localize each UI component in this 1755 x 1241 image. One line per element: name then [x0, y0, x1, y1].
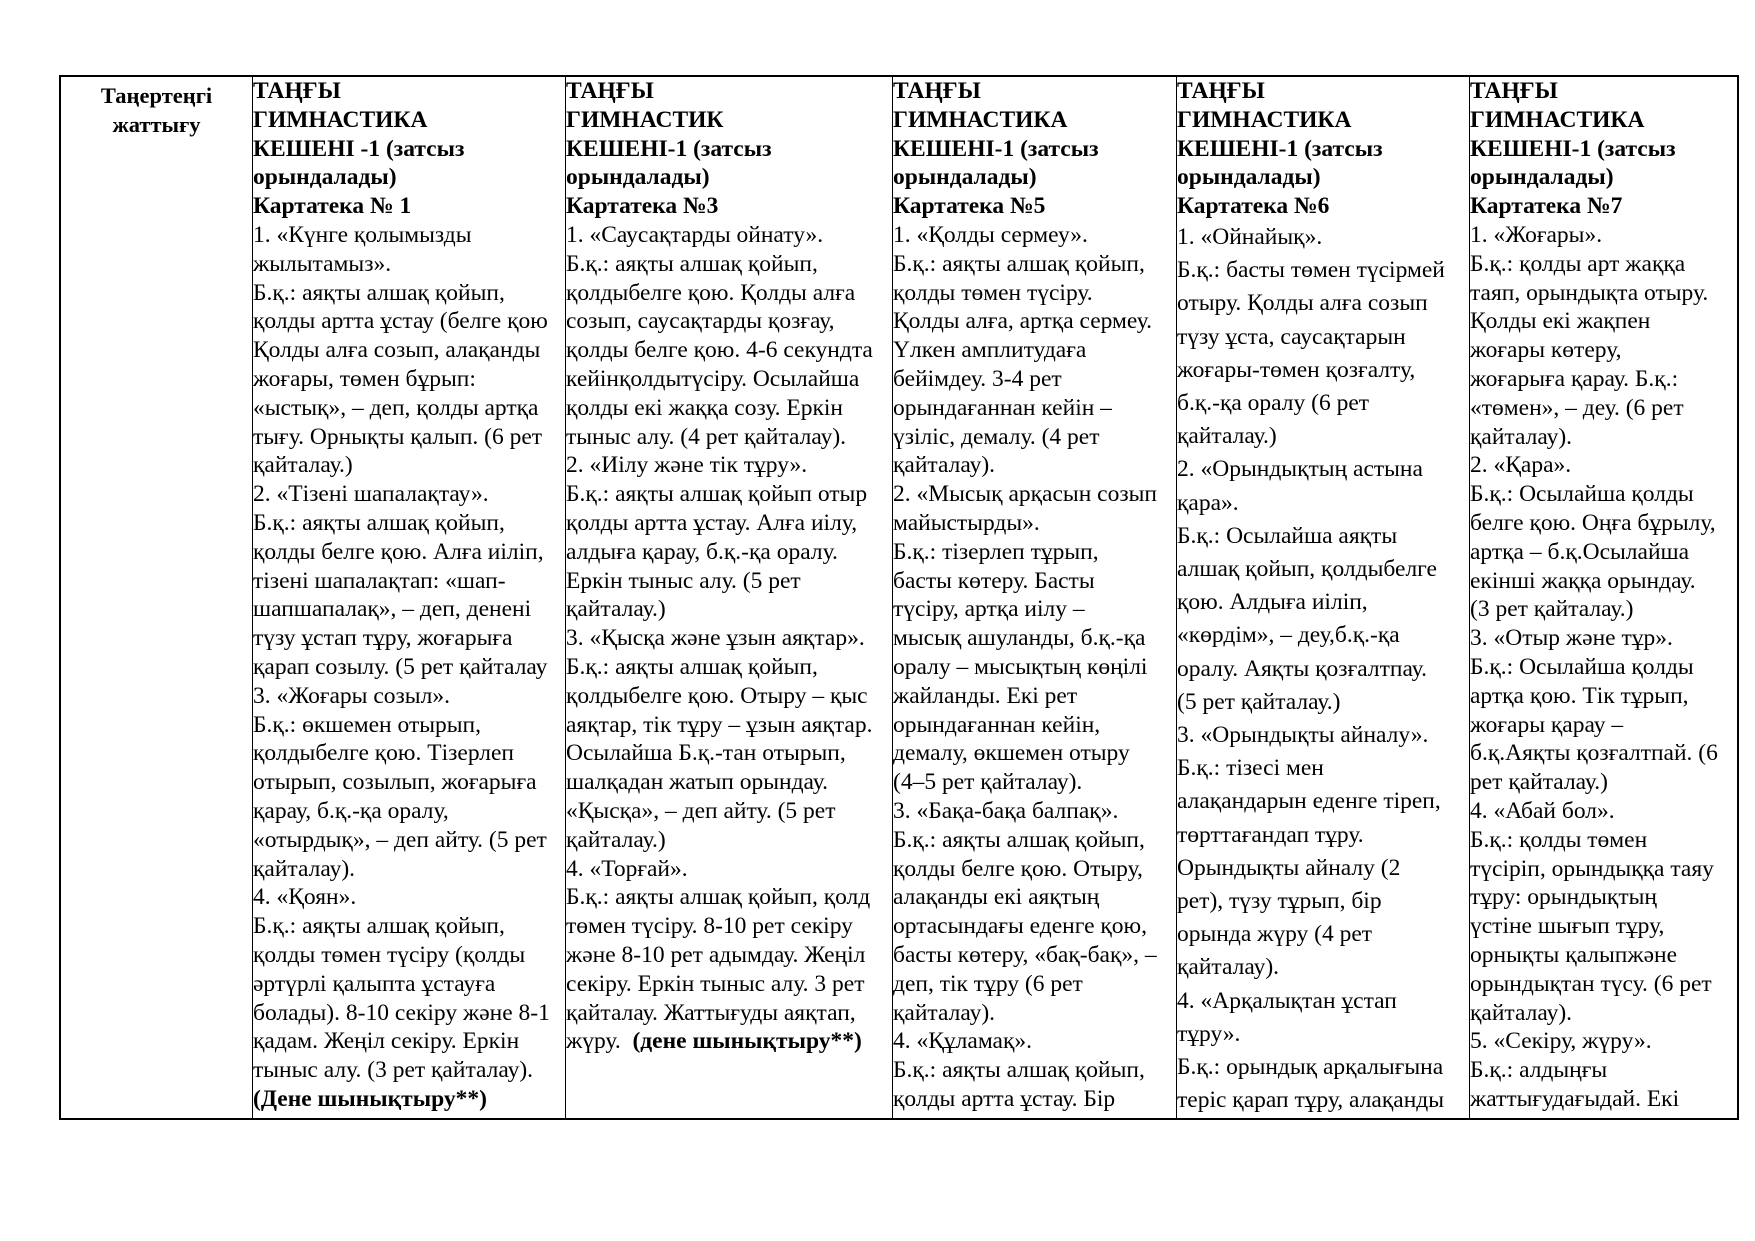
- column-header-line: ТАҢҒЫ: [1177, 78, 1265, 104]
- exercise-text-line: Б.қ.: тізесі мен: [1177, 755, 1324, 782]
- exercise-text-line: 3. «Орындықты айналу».: [1177, 722, 1429, 749]
- exercise-text-line: артқа – б.қ.Осылайша: [1470, 538, 1690, 565]
- exercise-text-line: Қолды алға созып, алақанды: [253, 337, 541, 364]
- exercise-text-line: (3 рет қайталау.): [1470, 596, 1634, 623]
- exercise-text-line: жоғары қарау –: [1470, 711, 1624, 738]
- exercise-text-line: 4. «Құламақ».: [893, 1028, 1033, 1055]
- exercise-text-line: Б.қ.: аяқты алшақ қойып,: [566, 250, 818, 277]
- exercise-text-line: алақанды екі аяқтың: [893, 884, 1100, 911]
- exercise-text-line: Б.қ.: басты төмен түсірмей: [1177, 257, 1445, 284]
- exercise-text-line: Б.қ.: аяқты алшақ қойып,: [893, 1057, 1145, 1084]
- exercise-text-line: Б.қ.: тізерлеп тұрып,: [893, 538, 1099, 565]
- exercise-text-line: кейінқолдытүсіру. Осылайша: [566, 365, 860, 392]
- exercise-text-line: Б.қ.: аяқты алшақ қойып,: [893, 826, 1145, 853]
- exercise-text-line: түсіріп, орындыққа таяу: [1470, 855, 1714, 882]
- exercise-text-line: қарау, б.қ.-қа оралу,: [253, 797, 449, 824]
- exercise-text-line: қайталау).: [1470, 999, 1573, 1026]
- exercise-text-line: қайталау).: [1470, 423, 1573, 450]
- subject-note: (дене шынықтыру**): [632, 1028, 862, 1055]
- exercise-text-line: Б.қ.: аяқты алшақ қойып, қолд: [566, 884, 871, 911]
- exercise-table: [59, 75, 1739, 1120]
- exercise-text-line: белге қою. Оңға бұрылу,: [1470, 509, 1716, 536]
- exercise-text-line: Б.қ.: аяқты алшақ қойып отыр: [566, 481, 868, 508]
- exercise-text-line: жоғары, төмен бұрып:: [253, 365, 476, 392]
- exercise-text-line: қолды төмен түсіру.: [893, 279, 1093, 306]
- exercise-text-line: қолдыбелге қою. Отыру – қыс: [566, 682, 868, 709]
- exercise-text-line: рет), түзу тұрып, бір: [1177, 888, 1382, 915]
- column-complex-7: [1469, 77, 1737, 1118]
- exercise-text-line: қайталау).: [893, 999, 996, 1026]
- exercise-text-line: 2. «Тізені шапалақтау».: [253, 481, 489, 508]
- exercise-text-line: жоғары-төмен қозғалту,: [1177, 356, 1416, 383]
- exercise-text-line: ортасындағы еденге қою,: [893, 913, 1147, 940]
- column-header-line: орындалады): [893, 164, 1037, 191]
- exercise-text-line: жаттығудағыдай. Екі: [1470, 1085, 1680, 1112]
- exercise-text-line: оралу – мысықтың көңілі: [893, 653, 1148, 680]
- exercise-text-line: жылытамыз».: [253, 250, 392, 277]
- exercise-text-line: қарап созылу. (5 рет қайталау: [253, 653, 548, 680]
- exercise-text-line: қолды артта ұстау. Алға иілу,: [566, 509, 858, 536]
- exercise-text-line: орындағаннан кейін –: [893, 394, 1112, 421]
- exercise-text-line: алдыға қарау, б.қ.-қа оралу.: [566, 538, 838, 565]
- row-label-line: Таңертеңгі: [100, 83, 213, 108]
- exercise-text-line: теріс қарап тұру, алақанды: [1177, 1087, 1445, 1114]
- exercise-text-line: және 8-10 рет адымдау. Жеңіл: [566, 941, 866, 968]
- exercise-text-line: қайталау.): [253, 452, 353, 479]
- exercise-text-line: деп, тік тұру (6 рет: [893, 970, 1083, 997]
- column-header-line: Картатека № 1: [253, 193, 412, 220]
- column-header-line: ГИМНАСТИК: [566, 106, 724, 133]
- column-header-line: ГИМНАСТИКА: [1470, 106, 1645, 133]
- exercise-text-line: қолды белге қою. 4-6 секундта: [566, 337, 873, 364]
- exercise-text-line: қолды белге қою. Отыру,: [893, 855, 1143, 882]
- exercise-text-fragment: жүру.: [566, 1028, 633, 1055]
- exercise-text-line: қою. Алдыға иіліп,: [1177, 589, 1368, 616]
- exercise-text-line: шалқадан жатып орындау.: [566, 769, 829, 796]
- exercise-text-line: Еркін тыныс алу. (5 рет: [566, 567, 801, 594]
- exercise-text-line: бейімдеу. 3-4 рет: [893, 365, 1062, 392]
- column-header-line: орындалады): [1177, 164, 1321, 191]
- exercise-text-line: 2. «Мысық арқасын созып: [893, 481, 1157, 508]
- column-header-line: КЕШЕНІ-1 (затсыз: [1470, 135, 1676, 162]
- exercise-text-line: қолдыбелге қою. Қолды алға: [566, 279, 856, 306]
- exercise-text-line: қайталау.): [566, 826, 666, 853]
- exercise-text-line: б.қ.-қа оралу (6 рет: [1177, 390, 1370, 416]
- exercise-text-line: 1. «Саусақтарды ойнату».: [566, 221, 824, 248]
- exercise-text-line: жоғары көтеру,: [1470, 337, 1622, 364]
- exercise-text-line: үстіне шығып тұру,: [1470, 913, 1665, 940]
- exercise-text-line: 2. «Орындықтың астына: [1177, 456, 1423, 483]
- exercise-text-line: 4. «Арқалықтан ұстап: [1177, 987, 1397, 1014]
- exercise-text-line: «ыстық», – деп, қолды артқа: [253, 394, 539, 421]
- exercise-text-line: 3. «Жоғары созыл».: [253, 682, 450, 709]
- exercise-text-line: Б.қ.: Осылайша аяқты: [1177, 522, 1398, 549]
- exercise-text-line: тыныс алу. (3 рет қайталау).: [253, 1057, 534, 1084]
- exercise-text-line: Б.қ.: өкшемен отырып,: [253, 711, 482, 738]
- exercise-text-line: Қолды алға, артқа сермеу.: [893, 308, 1153, 335]
- exercise-text-line: қолды артта ұстау. Бір: [893, 1085, 1116, 1112]
- exercise-text-line: (5 рет қайталау.): [1177, 688, 1341, 715]
- column-header-line: ТАҢҒЫ: [1470, 78, 1558, 104]
- exercise-text-line: түзу ұстап тұру, жоғарыға: [253, 625, 513, 652]
- exercise-text-line: алшақ қойып, қолдыбелге: [1177, 556, 1437, 583]
- column-header-line: Картатека №3: [566, 193, 719, 220]
- exercise-text-line: аяқтар, тік тұру – ұзын аяқтар.: [566, 711, 873, 738]
- exercise-text-line: қолды белге қою. Алға иіліп,: [253, 538, 544, 565]
- exercise-text-line: қолды артта ұстау (белге қою: [253, 308, 548, 335]
- exercise-text-line: (4–5 рет қайталау).: [893, 769, 1083, 796]
- exercise-text-line: қолды екі жаққа созу. Еркін: [566, 394, 844, 421]
- exercise-text-line: тыныс алу. (4 рет қайталау).: [566, 423, 847, 450]
- column-header-line: ГИМНАСТИКА: [893, 106, 1068, 133]
- exercise-text-line: тұру».: [1177, 1020, 1241, 1047]
- exercise-text-line: екінші жаққа орындау.: [1470, 567, 1696, 594]
- exercise-text-line: тұру: орындықтың: [1470, 884, 1657, 911]
- exercise-text-line: Үлкен амплитудаға: [893, 337, 1087, 364]
- exercise-text-line: 1. «Қолды сермеу».: [893, 221, 1088, 248]
- exercise-text-line: «Қысқа», – деп айту. (5 рет: [566, 797, 836, 824]
- exercise-text-line: Б.қ.: Осылайша қолды: [1470, 653, 1694, 680]
- column-header-line: Картатека №5: [893, 193, 1046, 220]
- exercise-text-line: 4. «Торғай».: [566, 855, 688, 882]
- exercise-text-line: басты көтеру. Басты: [893, 567, 1095, 594]
- exercise-text-line: 3. «Бақа-бақа балпақ».: [893, 797, 1119, 824]
- row-label-cell: [61, 77, 252, 1118]
- column-complex-1: [252, 77, 565, 1118]
- exercise-text-line: артқа қою. Тік тұрып,: [1470, 682, 1689, 709]
- exercise-text-line: Орындықты айналу (2: [1177, 854, 1401, 881]
- exercise-text-line: үзіліс, демалу. (4 рет: [893, 423, 1100, 450]
- row-label-line: жаттығу: [112, 112, 201, 137]
- exercise-text-line: қайталау).: [893, 452, 996, 479]
- exercise-text-line: Б.қ.: аяқты алшақ қойып,: [566, 653, 818, 680]
- exercise-text-line: б.қ.Аяқты қозғалтпай. (6: [1470, 740, 1718, 767]
- exercise-text-line: 1. «Күнге қолымызды: [253, 221, 472, 248]
- exercise-text-line: жайланды. Екі рет: [893, 682, 1078, 709]
- exercise-text-line: жоғарыға қарау. Б.қ.:: [1470, 365, 1679, 392]
- exercise-text-line: Б.қ.: аяқты алшақ қойып,: [253, 913, 505, 940]
- exercise-text-line: қайталау.): [1177, 423, 1277, 450]
- exercise-text-line: демалу, өкшемен отыру: [893, 740, 1130, 767]
- exercise-text-line: төрттағандап тұру.: [1177, 821, 1364, 848]
- exercise-text-line: түсіру, артқа иілу –: [893, 596, 1085, 623]
- exercise-text-line: Қолды екі жақпен: [1470, 308, 1651, 335]
- exercise-text-line: Б.қ.: аяқты алшақ қойып,: [893, 250, 1145, 277]
- exercise-text-line: қолдыбелге қою. Тізерлеп: [253, 740, 515, 767]
- exercise-text-line: созып, саусақтарды қозғау,: [566, 308, 835, 335]
- exercise-text-line: 4. «Қоян».: [253, 884, 357, 911]
- exercise-text-line: 2. «Иілу және тік тұру».: [566, 452, 808, 479]
- exercise-text-line: Б.қ.: қолды арт жаққа: [1470, 250, 1686, 277]
- exercise-text-line: оралу. Аяқты қозғалтпау.: [1177, 655, 1427, 682]
- exercise-text-line: Б.қ.: аяқты алшақ қойып,: [253, 279, 505, 306]
- column-header-line: орындалады): [253, 164, 397, 191]
- exercise-text-line: әртүрлі қалыпта ұстауға: [253, 970, 496, 997]
- column-complex-6: [1176, 77, 1469, 1118]
- exercise-text-line: [566, 1027, 892, 1056]
- exercise-text-line: қайталау).: [1177, 954, 1280, 981]
- subject-note: (Дене шынықтыру**): [253, 1085, 487, 1112]
- exercise-text-line: майыстырды».: [893, 509, 1040, 536]
- exercise-text-line: басты көтеру, «бақ-бақ», –: [893, 941, 1157, 968]
- exercise-text-line: қолды төмен түсіру (қолды: [253, 941, 526, 968]
- column-header-line: КЕШЕНІ-1 (затсыз: [1177, 135, 1383, 162]
- exercise-text-line: рет қайталау.): [1470, 769, 1609, 796]
- exercise-text-line: 2. «Қара».: [1470, 452, 1572, 479]
- exercise-text-line: Б.қ.: аяқты алшақ қойып,: [253, 509, 505, 536]
- column-header-line: ГИМНАСТИКА: [1177, 106, 1352, 133]
- exercise-text-line: төмен түсіру. 8-10 рет секіру: [566, 913, 853, 940]
- exercise-text-line: болады). 8-10 секіру және 8-1: [253, 999, 550, 1026]
- column-header-line: КЕШЕНІ -1 (затсыз: [253, 135, 465, 162]
- exercise-text-line: 3. «Қысқа және ұзын аяқтар».: [566, 625, 865, 652]
- exercise-text-line: мысық ашуланды, б.қ.-қа: [893, 625, 1146, 652]
- exercise-text-line: орында жүру (4 рет: [1177, 921, 1373, 948]
- exercise-text-line: Б.қ.: орындық арқалығына: [1177, 1054, 1444, 1081]
- column-complex-3: [565, 77, 892, 1118]
- exercise-text-line: орнықты қалыпжәне: [1470, 941, 1678, 968]
- exercise-text-line: орындағаннан кейін,: [893, 711, 1101, 738]
- exercise-text-line: қадам. Жеңіл секіру. Еркін: [253, 1028, 520, 1055]
- exercise-text-line: түзу ұста, саусақтарын: [1177, 323, 1406, 350]
- exercise-text-line: таяп, орындықта отыру.: [1470, 279, 1709, 306]
- column-header-line: ТАҢҒЫ: [253, 78, 341, 104]
- exercise-text-line: «отырдық», – деп айту. (5 рет: [253, 826, 547, 853]
- exercise-text-line: тығу. Орнықты қалып. (6 рет: [253, 423, 543, 450]
- exercise-text-line: 4. «Абай бол».: [1470, 797, 1615, 824]
- column-header-line: Картатека №6: [1177, 193, 1330, 220]
- exercise-text-line: тізені шапалақтап: «шап-: [253, 567, 506, 594]
- exercise-text-line: алақандарын еденге тіреп,: [1177, 788, 1441, 815]
- exercise-text-line: қайталау. Жаттығуды аяқтап,: [566, 999, 856, 1026]
- exercise-text-line: отырып, созылып, жоғарыға: [253, 769, 537, 796]
- column-header-line: ГИМНАСТИКА: [253, 106, 428, 133]
- column-header-line: ТАҢҒЫ: [566, 78, 654, 104]
- column-header-line: орындалады): [1470, 164, 1614, 191]
- exercise-text-line: Б.қ.: қолды төмен: [1470, 826, 1648, 853]
- exercise-text-line: қайталау.): [566, 596, 666, 623]
- column-complex-5: [892, 77, 1176, 1118]
- exercise-text-line: секіру. Еркін тыныс алу. 3 рет: [566, 970, 865, 997]
- exercise-text-line: Б.қ.: алдыңғы: [1470, 1057, 1608, 1084]
- exercise-text-line: орындықтан түсу. (6 рет: [1470, 970, 1712, 997]
- column-header-line: КЕШЕНІ-1 (затсыз: [893, 135, 1099, 162]
- column-header-line: ТАҢҒЫ: [893, 78, 981, 104]
- exercise-text-line: шапшапалақ», – деп, денені: [253, 596, 532, 623]
- exercise-text-line: «көрдім», – деу,б.қ.-қа: [1177, 622, 1400, 649]
- column-header-line: Картатека №7: [1470, 193, 1623, 220]
- exercise-text-line: қайталау).: [253, 855, 356, 882]
- exercise-text-line: 1. «Жоғары».: [1470, 221, 1603, 248]
- exercise-text-line: «төмен», – деу. (6 рет: [1470, 394, 1684, 421]
- column-header-line: орындалады): [566, 164, 710, 191]
- column-header-line: КЕШЕНІ-1 (затсыз: [566, 135, 772, 162]
- exercise-text-line: 5. «Секіру, жүру».: [1470, 1028, 1652, 1055]
- exercise-text-line: Осылайша Б.қ.-тан отырып,: [566, 740, 846, 767]
- exercise-text-line: 1. «Ойнайық».: [1177, 223, 1323, 250]
- exercise-text-line: отыру. Қолды алға созып: [1177, 290, 1428, 317]
- exercise-text-line: 3. «Отыр және тұр».: [1470, 625, 1673, 652]
- exercise-text-line: Б.қ.: Осылайша қолды: [1470, 481, 1694, 508]
- exercise-text-line: қара».: [1177, 489, 1239, 516]
